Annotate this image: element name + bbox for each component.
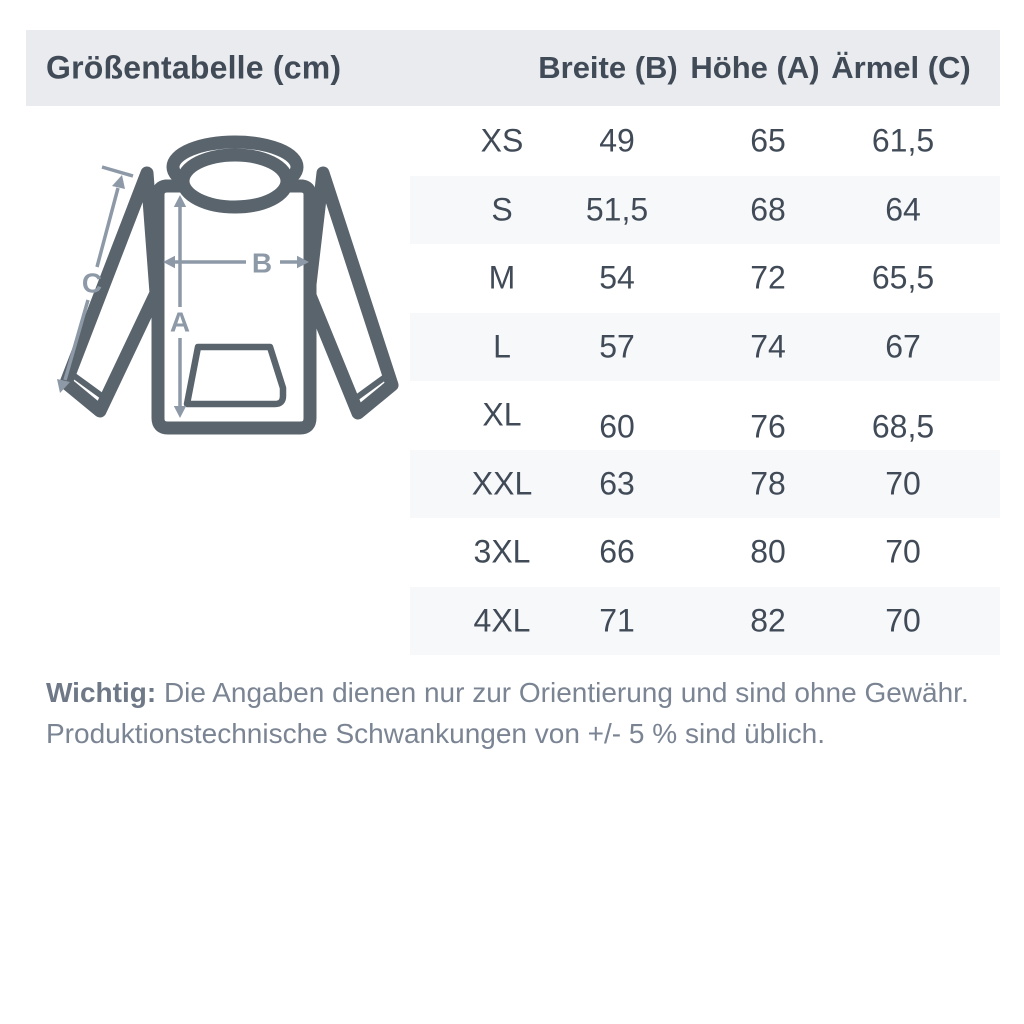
hoehe-cell: 65 xyxy=(750,122,786,159)
aermel-cell: 67 xyxy=(885,328,921,365)
hoehe-cell: 68 xyxy=(750,191,786,228)
column-header-aermel: Ärmel (C) xyxy=(831,50,971,85)
size-cell: XXL xyxy=(471,465,533,502)
hoehe-cell: 76 xyxy=(750,408,786,445)
disclaimer-line-1-text: Die Angaben dienen nur zur Orientierung und sind ohne Gewähr. xyxy=(156,677,969,708)
disclaimer-note xyxy=(46,672,976,754)
column-header-breite: Breite (B) xyxy=(538,50,678,85)
aermel-cell: 64 xyxy=(885,191,921,228)
breite-cell: 66 xyxy=(599,533,635,570)
hoehe-cell: 80 xyxy=(750,533,786,570)
breite-cell: 49 xyxy=(599,122,635,159)
size-table-body xyxy=(410,107,1000,655)
size-cell: S xyxy=(491,191,513,228)
hoehe-cell: 78 xyxy=(750,465,786,502)
aermel-cell: 70 xyxy=(885,465,921,502)
aermel-cell: 65,5 xyxy=(871,259,935,296)
table-row xyxy=(410,176,1000,245)
breite-cell: 51,5 xyxy=(585,191,649,228)
dimension-label-a: A xyxy=(169,306,191,338)
breite-cell: 63 xyxy=(599,465,635,502)
aermel-cell: 70 xyxy=(885,533,921,570)
dimension-label-c: C xyxy=(81,267,103,299)
size-cell: M xyxy=(488,259,516,296)
hoehe-cell: 74 xyxy=(750,328,786,365)
disclaimer-bold: Wichtig: xyxy=(46,677,157,708)
size-cell: 3XL xyxy=(473,533,531,570)
hoehe-cell: 72 xyxy=(750,259,786,296)
disclaimer-line-2: Produktionstechnische Schwankungen von +/- 5 % sind üblich. xyxy=(46,718,826,749)
dimension-label-b: B xyxy=(251,247,273,279)
aermel-cell: 61,5 xyxy=(871,122,935,159)
column-header-hoehe: Höhe (A) xyxy=(690,50,820,85)
breite-cell: 54 xyxy=(599,259,635,296)
page-title: Größentabelle (cm) xyxy=(46,49,342,86)
breite-cell: 60 xyxy=(599,408,635,445)
table-row xyxy=(410,587,1000,656)
aermel-cell: 68,5 xyxy=(871,408,935,445)
table-row xyxy=(410,244,1000,313)
table-row xyxy=(410,450,1000,519)
table-row xyxy=(410,518,1000,587)
table-row xyxy=(410,107,1000,176)
aermel-cell: 70 xyxy=(885,602,921,639)
disclaimer-line-1 xyxy=(46,672,976,713)
size-cell: XL xyxy=(482,396,522,433)
breite-cell: 57 xyxy=(599,328,635,365)
table-row xyxy=(410,313,1000,382)
table-header xyxy=(26,30,1000,106)
breite-cell: 71 xyxy=(599,602,635,639)
hoehe-cell: 82 xyxy=(750,602,786,639)
hoodie-pocket xyxy=(187,347,283,404)
hoodie-hood-inner xyxy=(183,155,287,207)
hoodie-diagram xyxy=(40,125,405,465)
size-cell: 4XL xyxy=(473,602,531,639)
table-row xyxy=(410,381,1000,450)
size-cell: XS xyxy=(480,122,524,159)
hoodie-sleeve-right xyxy=(309,173,392,413)
size-cell: L xyxy=(493,328,511,365)
hoodie-illustration xyxy=(40,125,405,465)
